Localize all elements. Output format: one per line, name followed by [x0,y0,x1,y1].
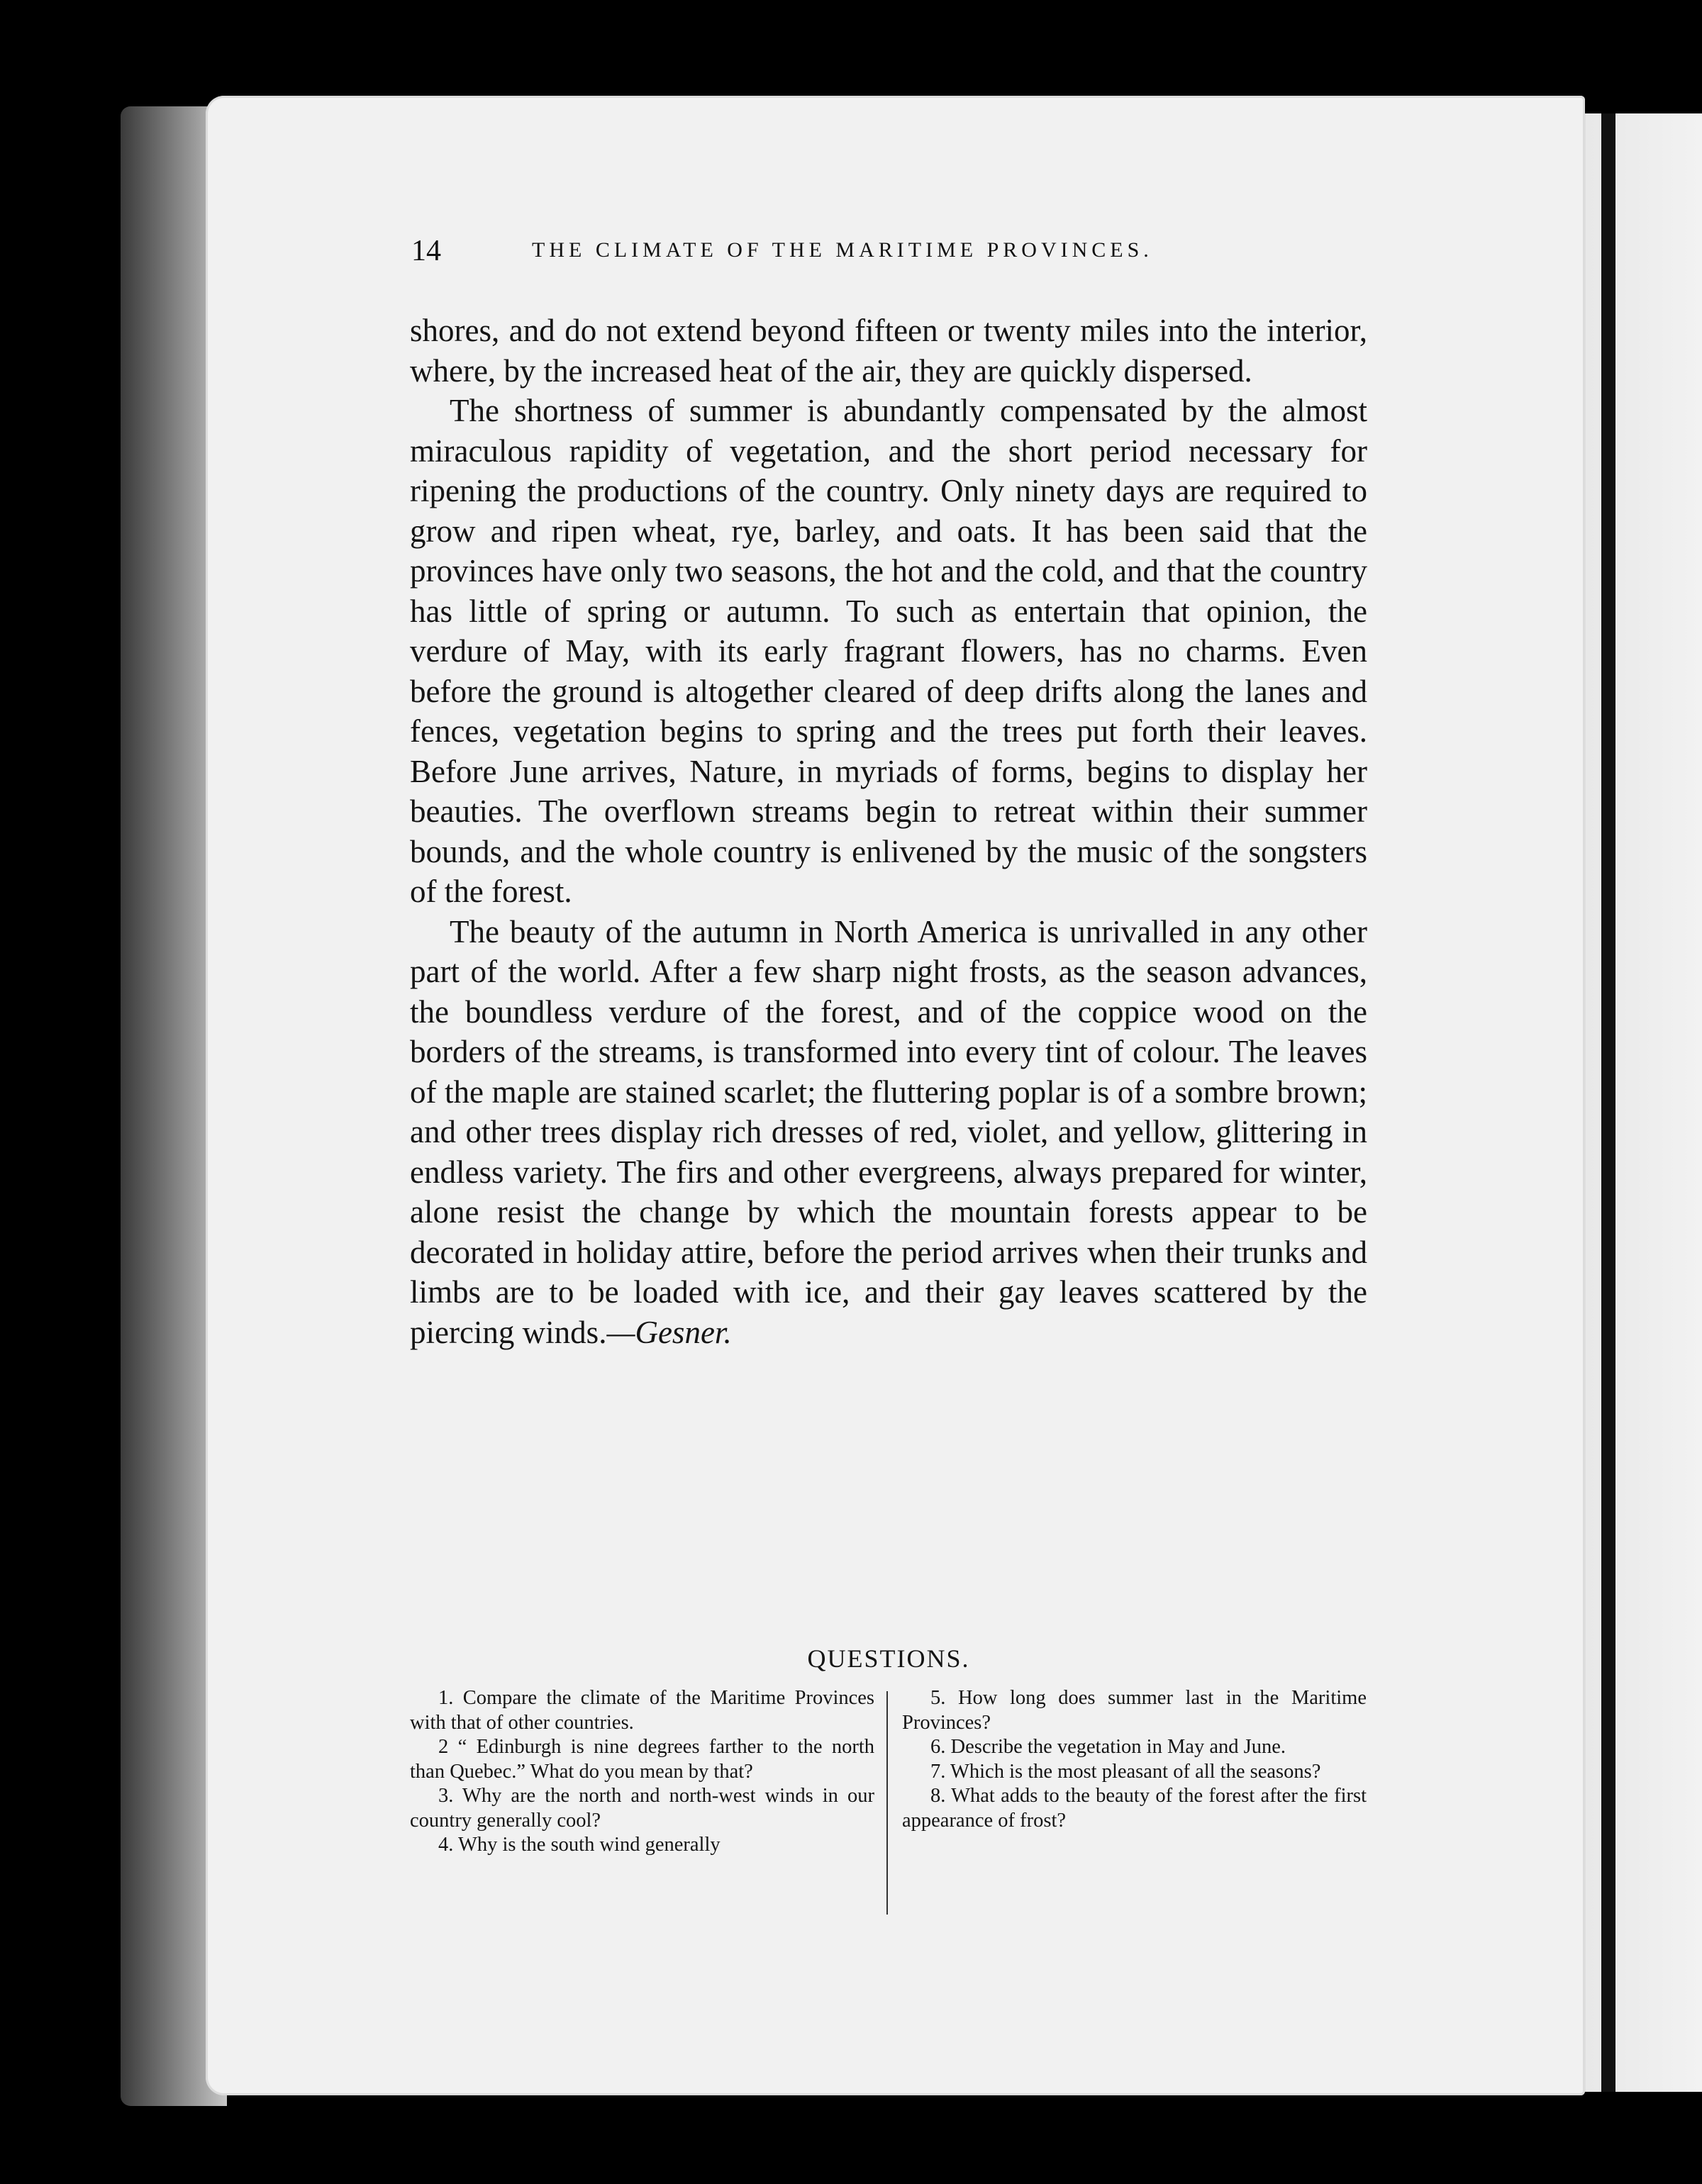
questions-right-column [902,1686,1367,1833]
body-text [410,311,1367,1352]
question-item: 5. How long does summer last in the Maritime Provinces? [902,1687,1367,1734]
attribution: —Gesner. [606,1314,732,1350]
question-item: 8. What adds to the beauty of the forest after the first appearance of frost? [902,1785,1367,1832]
question-item: 2 “ Edinburgh is nine degrees farther to the north than Quebec.” What do you mean by that? [410,1736,874,1783]
question-item: 4. Why is the south wind generally [438,1834,721,1856]
page-number: 14 [411,235,441,267]
paragraph: The shortness of summer is abundantly compensated by the almost miraculous rapidity of vegetation, and the short period necessary for ripening the productions of the country. Only ninety days are required to grow and ripen wheat, rye, barley, and oats. It has been said that the provinces have only two seasons, the hot and the cold, and that the country has little of spring or autumn. To such as entertain that opinion, the verdure of May, with its early fragrant flowers, has no charms. Even before the ground is altogether cleared of deep drifts along the lanes and fences, vegetation begins to spring and the trees put forth their leaves. Before June arrives, Nature, in myriads of forms, begins to display her beauties. The overflown streams begin to retreat within their summer bounds, and the whole country is enlivened by the music of the songsters of the forest. [410,393,1367,909]
questions-left-column [410,1686,874,1858]
paragraph [410,912,1367,1353]
running-header [411,235,1362,274]
question-item: 6. Describe the vegetation in May and June. [930,1736,1286,1758]
paragraph-text: The beauty of the autumn in North America is unrivalled in any other part of the world. After a few sharp night frosts, as the season advances, the boundless verdure of the forest, and of the coppice wood on the borders of the streams, is transformed into every tint of colour. The leaves of the maple are stained scarlet; the fluttering poplar is of a sombre brown; and other trees display rich dresses of red, violet, and yellow, glittering in endless variety. The firs and other evergreens, always prepared for winter, alone resist the change by which the mountain forests appear to be decorated in holiday attire, before the period arrives when their trunks and limbs are to be loaded with ice, and their gay leaves scattered by the piercing winds. [410,913,1367,1350]
question-item: 7. Which is the most pleasant of all the seasons? [930,1760,1321,1783]
question-item: 1. Compare the climate of the Maritime Provinces with that of other countries. [410,1687,874,1734]
paragraph: shores, and do not extend beyond fifteen or twenty miles into the interior, where, by the increased heat of the air, they are quickly dispersed. [410,313,1367,389]
questions-title: QUESTIONS. [807,1644,970,1673]
running-title: THE CLIMATE OF THE MARITIME PROVINCES. [532,238,1153,262]
column-divider [886,1691,888,1915]
question-item: 3. Why are the north and north-west winds in our country generally cool? [410,1785,874,1832]
